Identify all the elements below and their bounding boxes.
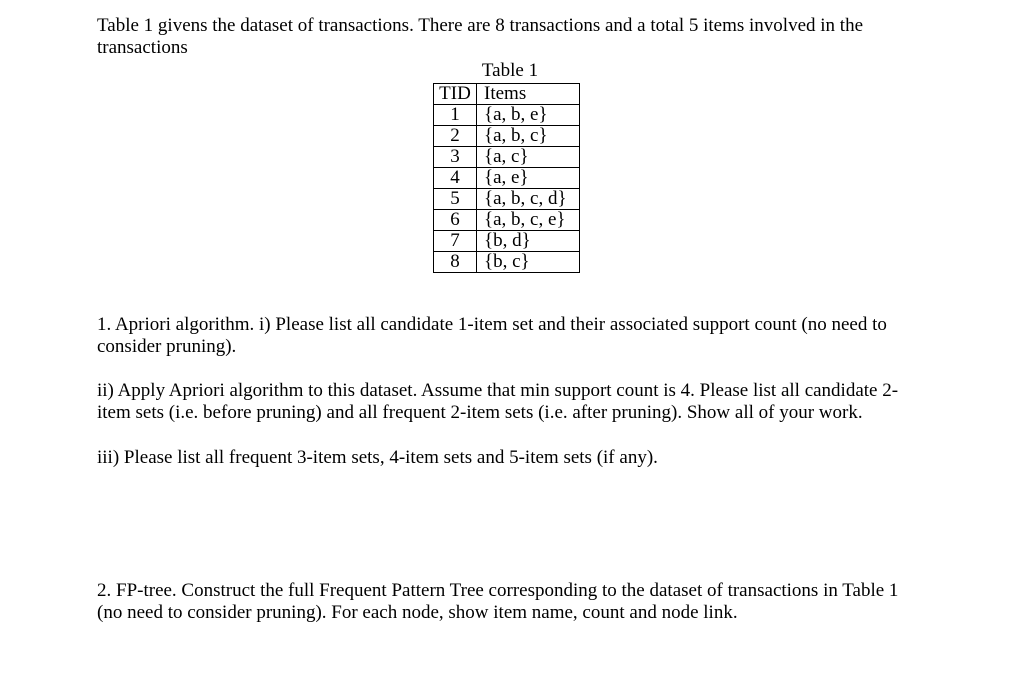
cell-tid: 5 <box>434 189 477 210</box>
cell-tid: 7 <box>434 231 477 252</box>
cell-tid: 6 <box>434 210 477 231</box>
cell-tid: 4 <box>434 168 477 189</box>
cell-items: {a, b, c} <box>477 126 580 147</box>
question-1-part-iii: iii) Please list all frequent 3-item sets, 4-item sets and 5-item sets (if any). <box>97 447 658 468</box>
table-row <box>434 210 580 231</box>
cell-items: {b, c} <box>477 252 580 273</box>
table-row <box>434 105 580 126</box>
table-row <box>434 147 580 168</box>
question-2: 2. FP-tree. Construct the full Frequent Pattern Tree corresponding to the dataset of transactions in Table 1 (no need to consider pruning). For each node, show item name, count and node link. <box>97 580 899 623</box>
cell-tid: 1 <box>434 105 477 126</box>
table-row <box>434 231 580 252</box>
cell-items: {a, c} <box>477 147 580 168</box>
table-caption: Table 1 <box>481 60 539 81</box>
cell-items: {a, b, c, e} <box>477 210 580 231</box>
cell-tid: 8 <box>434 252 477 273</box>
question-1-part-ii: ii) Apply Apriori algorithm to this dataset. Assume that min support count is 4. Please list all candidate 2-item sets (i.e. before pruning) and all frequent 2-item sets (i.e. after pruning). Show all of your work. <box>97 380 899 423</box>
table-row <box>434 252 580 273</box>
transactions-table <box>433 83 580 273</box>
cell-tid: 3 <box>434 147 477 168</box>
header-items: Items <box>477 84 580 105</box>
table-row <box>434 126 580 147</box>
cell-items: {a, b, e} <box>477 105 580 126</box>
header-tid: TID <box>434 84 477 105</box>
question-1-part-i: 1. Apriori algorithm. i) Please list all candidate 1-item set and their associated support count (no need to consider pruning). <box>97 314 887 357</box>
cell-items: {a, e} <box>477 168 580 189</box>
cell-items: {a, b, c, d} <box>477 189 580 210</box>
cell-items: {b, d} <box>477 231 580 252</box>
table-header-row <box>434 84 580 105</box>
intro-paragraph: Table 1 givens the dataset of transactions. There are 8 transactions and a total 5 items involved in the transactions <box>97 15 864 58</box>
table-row <box>434 168 580 189</box>
table-row <box>434 189 580 210</box>
cell-tid: 2 <box>434 126 477 147</box>
